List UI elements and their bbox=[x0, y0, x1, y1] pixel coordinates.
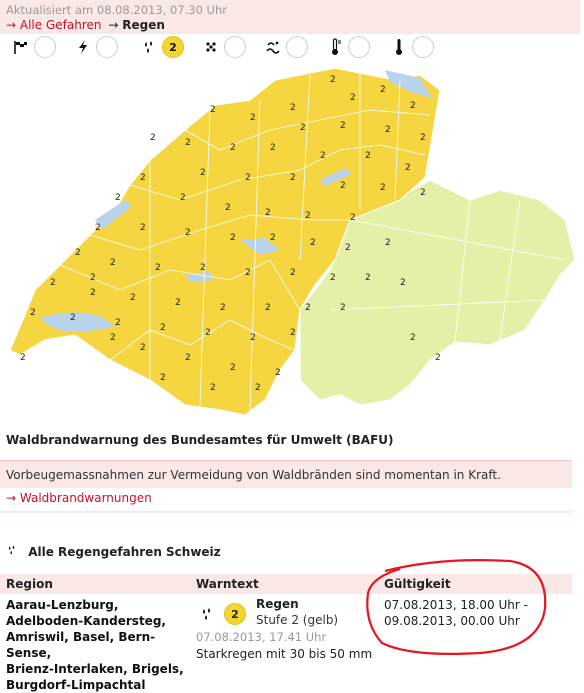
hazard-level-circle bbox=[34, 36, 56, 58]
map-warning-level-label: 2 bbox=[435, 353, 441, 363]
map-warning-level-label: 2 bbox=[320, 151, 326, 161]
switzerland-warning-map bbox=[0, 60, 580, 430]
region-text: Brienz-Interlaken, Brigels, bbox=[6, 662, 184, 676]
validity-start: 07.08.2013, 18.00 Uhr - bbox=[384, 598, 528, 612]
map-warning-level-label: 2 bbox=[350, 213, 356, 223]
map-warning-level-label: 2 bbox=[350, 93, 356, 103]
map-warning-level-label: 2 bbox=[110, 333, 116, 343]
rain-icon bbox=[6, 544, 24, 559]
rain-icon bbox=[138, 37, 160, 57]
map-warning-level-label: 2 bbox=[30, 308, 36, 318]
forest-fire-warnings-link[interactable]: Waldbrandwarnungen bbox=[19, 491, 152, 505]
map-warning-level-label: 2 bbox=[185, 138, 191, 148]
map-warning-level-label: 2 bbox=[210, 105, 216, 115]
map-warning-level-label: 2 bbox=[250, 333, 256, 343]
warning-description: Starkregen mit 30 bis 50 mm bbox=[196, 647, 373, 661]
map-warning-level-label: 2 bbox=[265, 303, 271, 313]
map-warning-level-label: 2 bbox=[300, 123, 306, 133]
map-warning-level-label: 2 bbox=[275, 368, 281, 378]
hazard-level-circle bbox=[224, 36, 246, 58]
map-warning-level-label: 2 bbox=[385, 125, 391, 135]
map-warning-level-label: 2 bbox=[110, 258, 116, 268]
warning-hazard-name: Regen bbox=[256, 597, 299, 611]
map-warning-level-label: 2 bbox=[270, 143, 276, 153]
map-warning-level-label: 2 bbox=[175, 298, 181, 308]
map-warning-level-label: 2 bbox=[305, 211, 311, 221]
table-header bbox=[0, 574, 572, 594]
map-warning-level-label: 2 bbox=[230, 143, 236, 153]
map-warning-level-label: 2 bbox=[400, 278, 406, 288]
map-warning-level-label: 2 bbox=[305, 303, 311, 313]
hazard-selector bbox=[4, 34, 584, 60]
forest-fire-link-row bbox=[6, 491, 152, 505]
breadcrumb-separator-icon: → bbox=[108, 18, 119, 32]
map-warning-level-label: 2 bbox=[330, 75, 336, 85]
map-warning-level-label: 2 bbox=[75, 248, 81, 258]
map-warning-level-label: 2 bbox=[410, 333, 416, 343]
map-warning-level-label: 2 bbox=[420, 133, 426, 143]
map-warning-level-label: 2 bbox=[210, 383, 216, 393]
map-warning-level-label: 2 bbox=[140, 173, 146, 183]
table-cell-validity bbox=[384, 597, 564, 629]
map-warning-level-label: 2 bbox=[225, 203, 231, 213]
forest-fire-title: Waldbrandwarnung des Bundesamtes für Umwelt (BAFU) bbox=[6, 433, 394, 447]
map-warning-level-label: 2 bbox=[330, 273, 336, 283]
map-warning-level-label: 2 bbox=[290, 173, 296, 183]
map-warning-level-label: 2 bbox=[340, 303, 346, 313]
map-warning-level-label: 2 bbox=[410, 101, 416, 111]
wind-flag-icon bbox=[10, 37, 32, 57]
map-warning-level-label: 2 bbox=[365, 151, 371, 161]
region-text: Burgdorf-Limpachtal bbox=[6, 678, 146, 692]
map-warning-level-label: 2 bbox=[155, 263, 161, 273]
map-warning-level-label: 2 bbox=[95, 223, 101, 233]
breadcrumb-link-all-hazards[interactable]: Alle Gefahren bbox=[19, 18, 102, 32]
rain-section-heading bbox=[6, 544, 221, 559]
map-warning-level-label: 2 bbox=[200, 168, 206, 178]
frost-thermometer-icon bbox=[324, 37, 346, 57]
map-warning-level-label: 2 bbox=[310, 238, 316, 248]
column-header-region: Region bbox=[6, 577, 53, 591]
warning-level-badge: 2 bbox=[224, 603, 246, 625]
map-warning-level-label: 2 bbox=[220, 303, 226, 313]
hazard-level-circle bbox=[348, 36, 370, 58]
map-warning-level-label: 2 bbox=[230, 233, 236, 243]
section-divider bbox=[0, 511, 572, 513]
breadcrumb-arrow-icon: → bbox=[6, 18, 17, 32]
map-warning-level-label: 2 bbox=[230, 363, 236, 373]
map-warning-level-label: 2 bbox=[365, 273, 371, 283]
map-warning-level-label: 2 bbox=[340, 121, 346, 131]
map-warning-level-label: 2 bbox=[265, 208, 271, 218]
validity-end: 09.08.2013, 00.00 Uhr bbox=[384, 614, 520, 628]
warning-issued-date: 07.08.2013, 17.41 Uhr bbox=[196, 630, 327, 644]
map-warning-level-label: 2 bbox=[290, 103, 296, 113]
map-warning-level-label: 2 bbox=[205, 328, 211, 338]
map-warning-level-label: 2 bbox=[160, 323, 166, 333]
region-text: Aarau-Lenzburg, bbox=[6, 598, 119, 612]
map-warning-level-label: 2 bbox=[290, 328, 296, 338]
hazard-level-circle bbox=[412, 36, 434, 58]
map-warning-level-label: 2 bbox=[115, 193, 121, 203]
region-text: Amriswil, Basel, Bern-Sense, bbox=[6, 630, 156, 660]
last-updated-text: Aktualisiert am 08.08.2013, 07.30 Uhr bbox=[6, 3, 227, 17]
map-warning-level-label: 2 bbox=[50, 278, 56, 288]
warning-level-text: Stufe 2 (gelb) bbox=[256, 613, 339, 627]
top-bar bbox=[0, 0, 580, 34]
rain-icon bbox=[196, 603, 218, 625]
column-header-validity: Gültigkeit bbox=[384, 577, 451, 591]
map-warning-level-label: 2 bbox=[250, 113, 256, 123]
map-warning-level-label: 2 bbox=[180, 193, 186, 203]
map-warning-level-label: 2 bbox=[70, 313, 76, 323]
map-warning-level-label: 2 bbox=[115, 318, 121, 328]
map-warning-level-label: 2 bbox=[20, 353, 26, 363]
link-arrow-icon: → bbox=[6, 491, 17, 505]
map-warning-level-label: 2 bbox=[340, 181, 346, 191]
hazard-level-circle bbox=[96, 36, 118, 58]
slippery-road-icon bbox=[262, 37, 284, 57]
hazard-level-circle-active: 2 bbox=[162, 36, 184, 58]
map-warning-level-label: 2 bbox=[420, 188, 426, 198]
breadcrumb bbox=[6, 18, 165, 32]
region-text: Adelboden-Kandersteg, bbox=[6, 614, 166, 628]
map-svg bbox=[0, 60, 580, 430]
map-warning-level-label: 2 bbox=[385, 238, 391, 248]
map-warning-level-label: 2 bbox=[140, 223, 146, 233]
map-warning-level-label: 2 bbox=[185, 353, 191, 363]
forest-fire-notice: Vorbeugemassnahmen zur Vermeidung von Waldbränden sind momentan in Kraft. bbox=[0, 460, 572, 488]
map-warning-level-label: 2 bbox=[270, 233, 276, 243]
rain-section-title: Alle Regengefahren Schweiz bbox=[28, 545, 221, 559]
map-warning-level-label: 2 bbox=[90, 273, 96, 283]
map-warning-level-label: 2 bbox=[150, 133, 156, 143]
heat-thermometer-icon bbox=[388, 37, 410, 57]
map-warning-level-label: 2 bbox=[255, 383, 261, 393]
map-warning-level-label: 2 bbox=[380, 183, 386, 193]
lightning-icon bbox=[72, 37, 94, 57]
map-warning-level-label: 2 bbox=[130, 293, 136, 303]
column-header-warntext: Warntext bbox=[196, 577, 259, 591]
map-warning-level-label: 2 bbox=[90, 288, 96, 298]
map-warning-level-label: 2 bbox=[140, 343, 146, 353]
snow-icon bbox=[200, 37, 222, 57]
map-warning-level-label: 2 bbox=[245, 268, 251, 278]
map-warning-level-label: 2 bbox=[200, 263, 206, 273]
map-warning-level-label: 2 bbox=[345, 243, 351, 253]
map-warning-level-label: 2 bbox=[185, 228, 191, 238]
map-warning-level-label: 2 bbox=[160, 373, 166, 383]
breadcrumb-current: Regen bbox=[122, 18, 165, 32]
map-warning-level-label: 2 bbox=[405, 163, 411, 173]
map-warning-level-label: 2 bbox=[380, 85, 386, 95]
map-warning-level-label: 2 bbox=[290, 268, 296, 278]
table-cell-regions bbox=[6, 597, 196, 693]
hazard-level-circle bbox=[286, 36, 308, 58]
map-warning-level-label: 2 bbox=[245, 173, 251, 183]
